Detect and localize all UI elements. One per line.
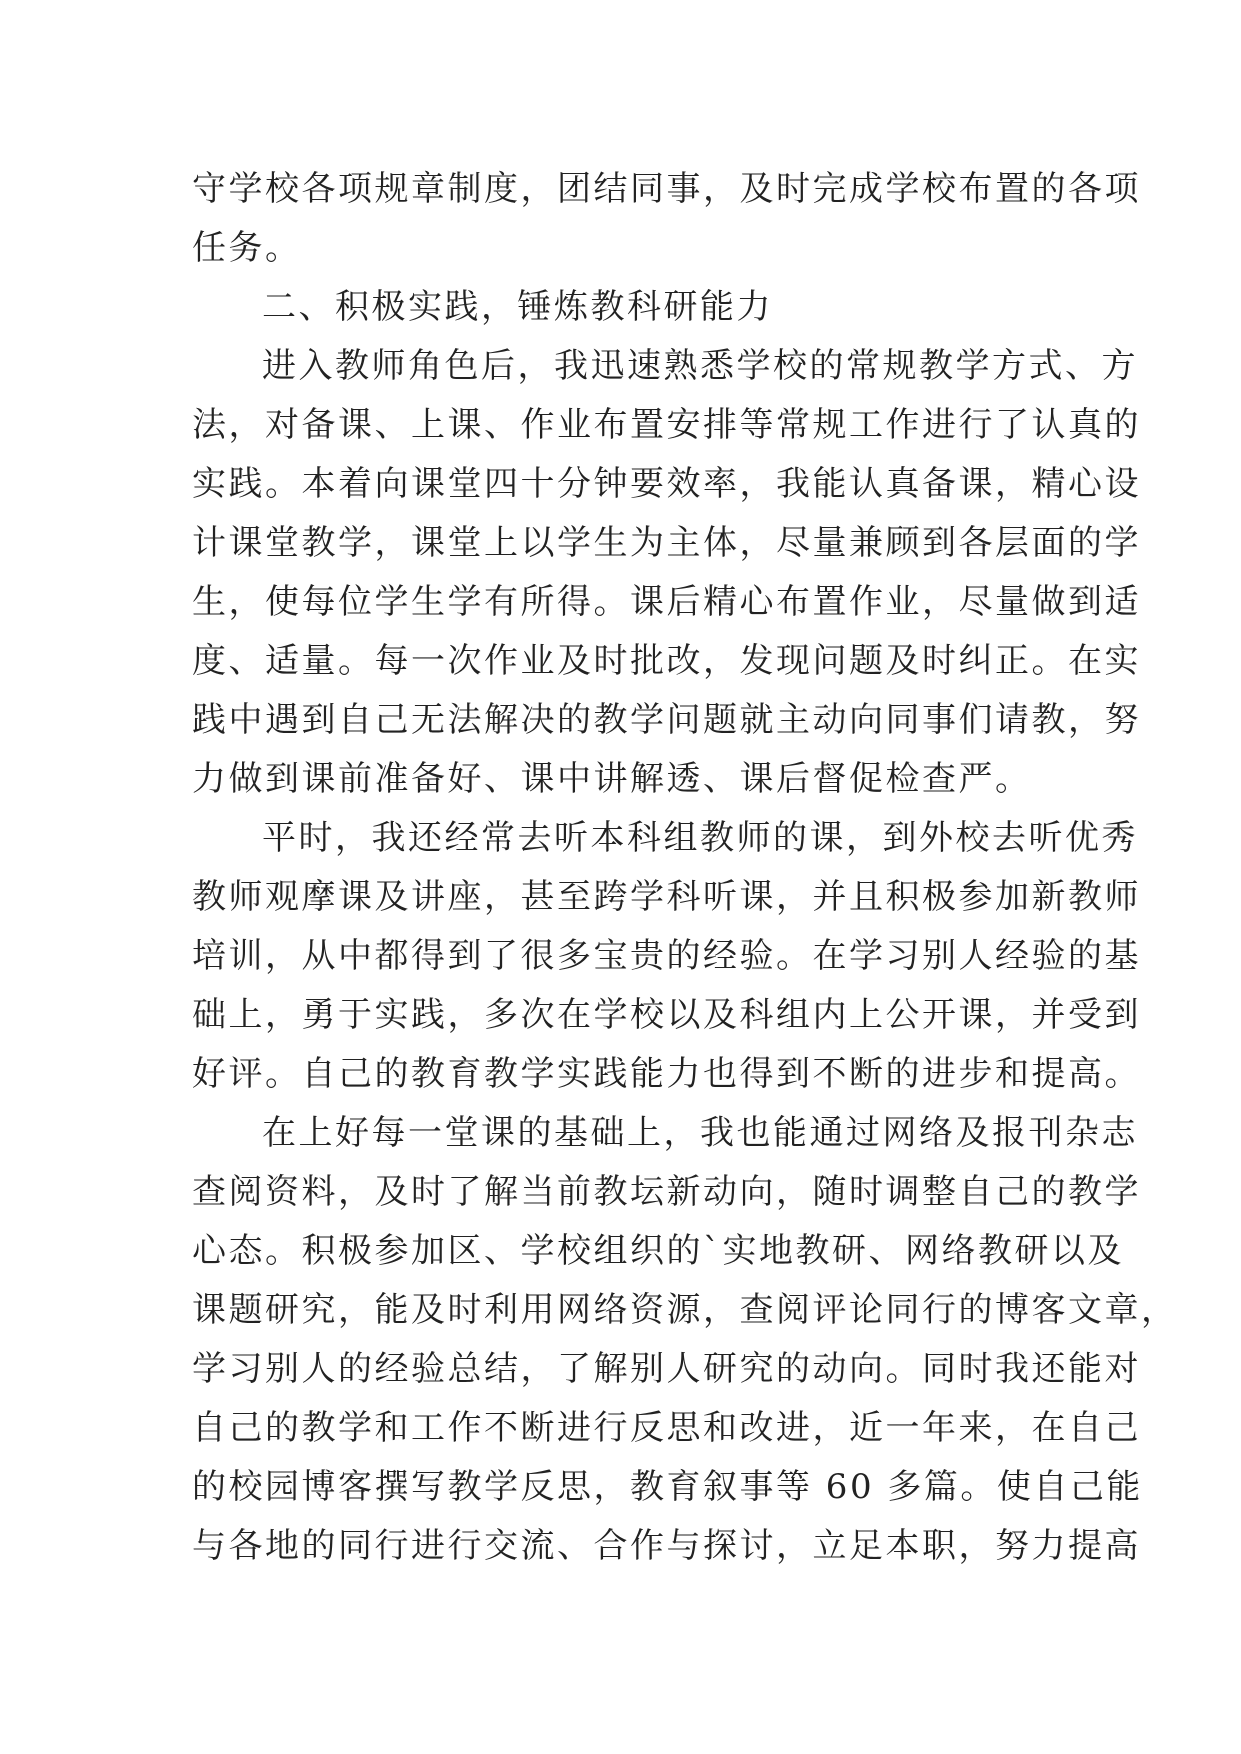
text-line: 与各地的同行进行交流、合作与探讨，立足本职，努力提高 xyxy=(192,1526,1141,1566)
text-line: 教师观摩课及讲座，甚至跨学科听课，并且积极参加新教师 xyxy=(192,877,1141,917)
text-line: 础上，勇于实践，多次在学校以及科组内上公开课，并受到 xyxy=(192,995,1141,1035)
text-line: 自己的教学和工作不断进行反思和改进，近一年来，在自己 xyxy=(192,1408,1141,1448)
body-text xyxy=(192,160,1178,1576)
text-line: 平时，我还经常去听本科组教师的课，到外校去听优秀 xyxy=(262,818,1138,858)
text-line: 学习别人的经验总结，了解别人研究的动向。同时我还能对 xyxy=(192,1349,1141,1389)
text-line: 心态。积极参加区、学校组织的`实地教研、网络教研以及 xyxy=(192,1231,1124,1271)
section-heading: 二、积极实践，锤炼教科研能力 xyxy=(262,287,773,327)
text-line: 查阅资料，及时了解当前教坛新动向，随时调整自己的教学 xyxy=(192,1172,1141,1212)
text-line: 课题研究，能及时利用网络资源，查阅评论同行的博客文章， xyxy=(192,1290,1178,1330)
text-line: 任务。 xyxy=(192,228,302,268)
text-line: 实践。本着向课堂四十分钟要效率，我能认真备课，精心设 xyxy=(192,464,1141,504)
text-line: 好评。自己的教育教学实践能力也得到不断的进步和提高。 xyxy=(192,1054,1141,1094)
text-line: 在上好每一堂课的基础上，我也能通过网络及报刊杂志 xyxy=(262,1113,1138,1153)
text-line: 的校园博客撰写教学反思，教育叙事等 60 多篇。使自己能 xyxy=(192,1467,1143,1507)
text-line: 守学校各项规章制度，团结同事，及时完成学校布置的各项 xyxy=(192,169,1141,209)
text-line: 力做到课前准备好、课中讲解透、课后督促检查严。 xyxy=(192,759,1032,799)
text-line: 生，使每位学生学有所得。课后精心布置作业，尽量做到适 xyxy=(192,582,1141,622)
text-line: 计课堂教学，课堂上以学生为主体，尽量兼顾到各层面的学 xyxy=(192,523,1141,563)
text-line: 度、适量。每一次作业及时批改，发现问题及时纠正。在实 xyxy=(192,641,1141,681)
text-line: 培训，从中都得到了很多宝贵的经验。在学习别人经验的基 xyxy=(192,936,1141,976)
text-line: 进入教师角色后，我迅速熟悉学校的常规教学方式、方 xyxy=(262,346,1138,386)
text-line: 践中遇到自己无法解决的教学问题就主动向同事们请教，努 xyxy=(192,700,1141,740)
text-line: 法，对备课、上课、作业布置安排等常规工作进行了认真的 xyxy=(192,405,1141,445)
